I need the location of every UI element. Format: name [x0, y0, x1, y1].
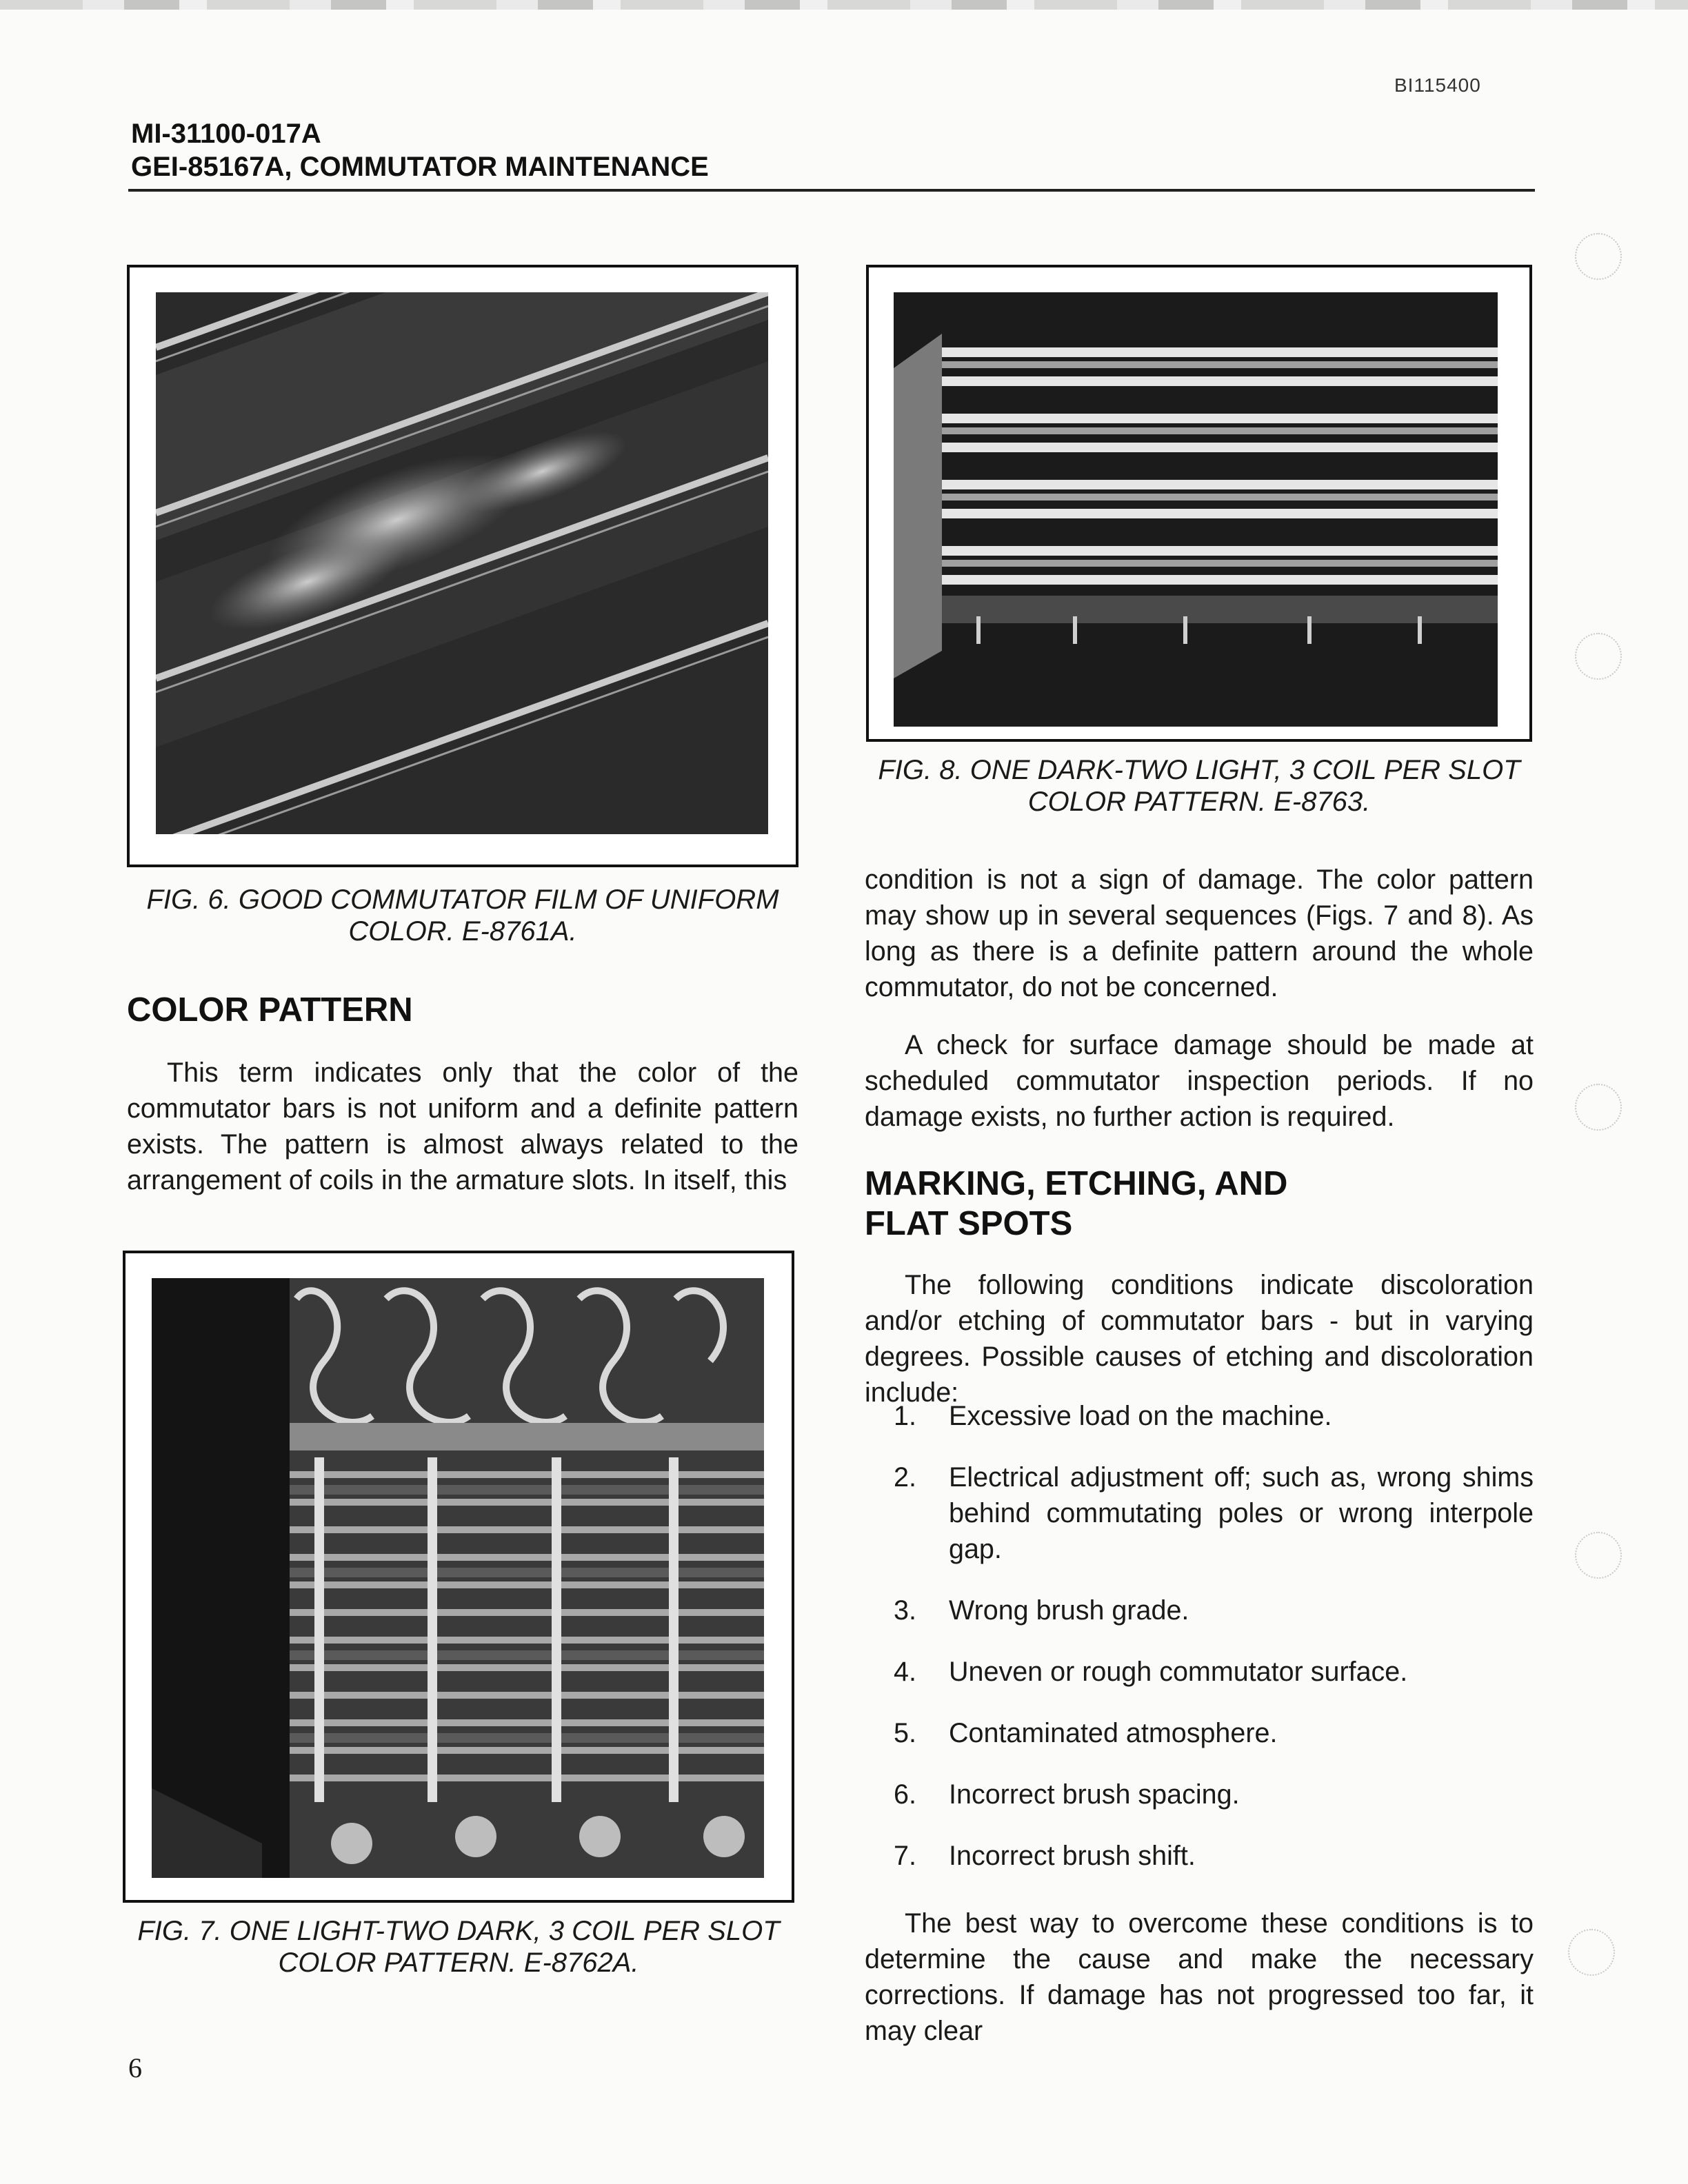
list-item-number: 7.	[894, 1841, 916, 1871]
header-doc-number: MI-31100-017A	[131, 119, 321, 149]
etching-intro-paragraph: The following conditions indicate discoloration and/or etching of commutator bars - but in varying degrees. Possible causes of etching and discoloration include:	[865, 1270, 1534, 1408]
scan-artifact	[0, 0, 1688, 10]
figure-6-photo	[156, 292, 768, 834]
page-header	[131, 117, 709, 183]
figure-6-caption	[127, 884, 798, 947]
binder-hole-mark	[1575, 233, 1622, 280]
figure-6-caption-line2: COLOR. E-8761A.	[348, 916, 577, 947]
figure-6-frame	[127, 265, 798, 867]
figure-7-caption	[123, 1915, 794, 1979]
section-title-color-pattern: COLOR PATTERN	[127, 991, 413, 1029]
figure-8-caption-line1: FIG. 8. ONE DARK-TWO LIGHT, 3 COIL PER SLOT	[878, 755, 1520, 785]
binder-hole-mark	[1568, 1929, 1615, 1976]
section-title-line2: FLAT SPOTS	[865, 1205, 1073, 1242]
figure-7-frame	[123, 1251, 794, 1903]
document-id: BI115400	[1394, 74, 1481, 96]
list-item-number: 1.	[894, 1401, 916, 1431]
figure-8-caption-line2: COLOR PATTERN. E-8763.	[1027, 787, 1371, 817]
figure-8-frame	[866, 265, 1532, 742]
list-item	[865, 1593, 1534, 1628]
list-item-text: Electrical adjustment off; such as, wrong shims behind commutating poles or wrong interpole gap.	[949, 1462, 1534, 1564]
list-item	[865, 1459, 1534, 1567]
figure-6-caption-line1: FIG. 6. GOOD COMMUTATOR FILM OF UNIFORM	[146, 884, 779, 915]
list-item-number: 2.	[894, 1462, 916, 1493]
list-item-number: 6.	[894, 1779, 916, 1810]
header-rule	[128, 189, 1535, 192]
list-item-text: Incorrect brush shift.	[949, 1841, 1196, 1871]
list-item-text: Excessive load on the machine.	[949, 1401, 1332, 1431]
list-item-text: Wrong brush grade.	[949, 1595, 1189, 1626]
list-item	[865, 1398, 1534, 1434]
list-item-number: 5.	[894, 1718, 916, 1748]
list-item	[865, 1654, 1534, 1690]
list-item	[865, 1777, 1534, 1812]
figure-8-photo	[894, 292, 1498, 727]
list-item-text: Incorrect brush spacing.	[949, 1779, 1240, 1810]
list-item	[865, 1715, 1534, 1751]
causes-list	[865, 1398, 1534, 1899]
figure-7-caption-line1: FIG. 7. ONE LIGHT-TWO DARK, 3 COIL PER SLOT	[137, 1916, 780, 1946]
figure-7-image	[152, 1278, 764, 1878]
figure-8-caption	[866, 754, 1532, 818]
page-number: 6	[128, 2052, 142, 2083]
header-doc-title: GEI-85167A, COMMUTATOR MAINTENANCE	[131, 152, 709, 182]
binder-hole-mark	[1575, 1084, 1622, 1131]
section-title-marking-etching	[865, 1164, 1287, 1244]
binder-hole-mark	[1575, 633, 1622, 680]
list-item	[865, 1838, 1534, 1874]
color-pattern-continued-paragraph: condition is not a sign of damage. The color pattern may show up in several sequences (Figs. 7 and 8). As long as there is a definite pattern around the whole commutator, do not be concerned.	[865, 865, 1534, 1002]
figure-7-photo	[152, 1278, 764, 1878]
figure-7-caption-line2: COLOR PATTERN. E-8762A.	[278, 1948, 639, 1978]
binder-hole-mark	[1575, 1532, 1622, 1579]
figure-6-image	[156, 292, 768, 834]
overcome-conditions-paragraph: The best way to overcome these conditions is to determine the cause and make the necessary corrections. If damage has not progressed too far, it may clear	[865, 1908, 1534, 2046]
list-item-number: 4.	[894, 1657, 916, 1687]
list-item-text: Contaminated atmosphere.	[949, 1718, 1278, 1748]
list-item-number: 3.	[894, 1595, 916, 1626]
color-pattern-paragraph: This term indicates only that the color of the commutator bars is not uniform and a definite pattern exists. The pattern is almost always related to the arrangement of coils in the armature slots. In itself, this	[127, 1058, 798, 1195]
section-title-line1: MARKING, ETCHING, AND	[865, 1165, 1288, 1202]
figure-8-image	[894, 292, 1498, 727]
list-item-text: Uneven or rough commutator surface.	[949, 1657, 1408, 1687]
surface-check-paragraph: A check for surface damage should be made at scheduled commutator inspection periods. If no damage exists, no further action is required.	[865, 1030, 1534, 1132]
